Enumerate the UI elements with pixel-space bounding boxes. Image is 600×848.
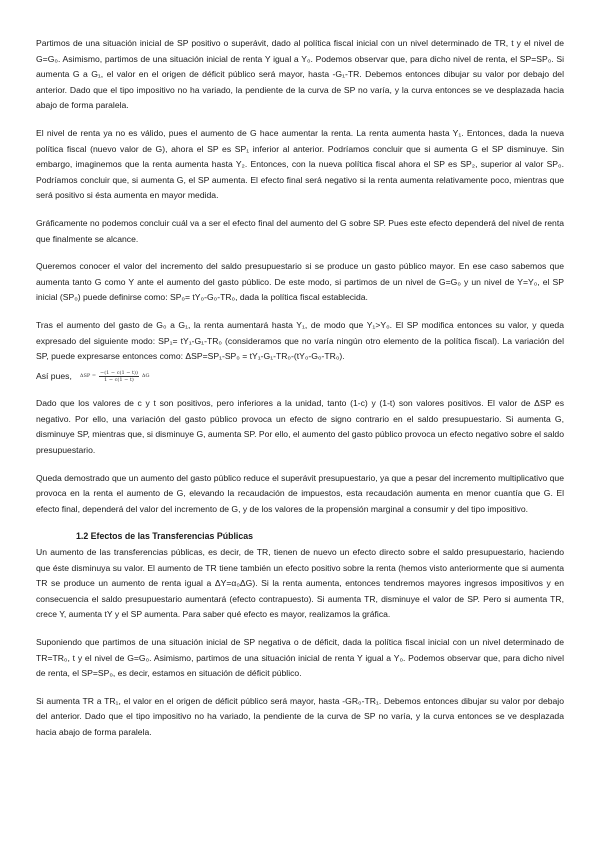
- formula-denominator: 1 − c(1 − t): [104, 376, 134, 383]
- formula-line: [36, 369, 564, 385]
- paragraph-4: Queremos conocer el valor del incremento del saldo presupuestario si se produce un gasto público mayor. En ese caso sabemos que aumenta tanto G como Y ante el aumento del gasto público. De este modo, si partimos de un nivel de G=G₀ y un nivel de Y=Y₀, el SP inicial (SP₀) puede definirse como: SP₀= tY₀-G₀-TR₀, dada la política fiscal establecida.: [36, 261, 564, 303]
- paragraph-1: Partimos de una situación inicial de SP positivo o superávit, dado al política fiscal inicial con un nivel determinado de TR, t y el nivel de G=G₀. Asimismo, partimos de una situación inicial de renta Y igual a Y₀. Podemos observar que, para dicho nivel de renta, el SP=SP₀. Si aumenta G a G₁, el valor en el origen de déficit público será mayor, hasta -G₁-TR. Debemos entonces dibujar su valor por debajo del anterior. Dado que el tipo impositivo no ha variado, la pendiente de la curva de SP no varía, y la curva entonces se ve desplazada hacia abajo de forma paralela.: [36, 38, 564, 111]
- paragraph-7: Queda demostrado que un aumento del gasto público reduce el superávit presupuestario, ya que a pesar del incremento multiplicativo que provoca en la renta el aumento de G, elevando la recaudación de impuestos, esta recaudación aumenta en menor cuantía que G. El efecto final, dependerá del valor del incremento de G, y de los valores de la propensión marginal a consumir y del tipo impositivo.: [36, 472, 564, 514]
- section-heading: 1.2 Efectos de las Transferencias Públicas: [76, 531, 254, 542]
- paragraph-3: Gráficamente no podemos concluir cuál va a ser el efecto final del aumento del G sobre SP. Pues este efecto dependerá del nivel de renta que finalmente se alcance.: [36, 217, 564, 244]
- paragraph-9: Suponiendo que partimos de una situación inicial de SP negativa o de déficit, dada la política fiscal inicial con un nivel determinado de TR=TR₀, t y el nivel de G=G₀. Asimismo, partimos de una situación inicial de renta Y igual a Y₀. Podemos observar que, para dicho nivel de renta, el SP=SP₀, es decir, estamos en situación de déficit público.: [36, 637, 564, 679]
- document-body: [36, 36, 564, 753]
- paragraph-5: Tras el aumento del gasto de G₀ a G₁, la renta aumentará hasta Y₁, de modo que Y₁>Y₀. El SP modifica entonces su valor, y queda expresado del siguiente modo: SP₁= tY₁-G₁-TR₀ (consideramos que no varía ningún otro elemento de la política fiscal). La variación del SP, puede expresarse entonces como: ΔSP=SP₁-SP₀ = tY₁-G₁-TR₀-(tY₀-G₀-TR₀).: [36, 319, 564, 362]
- delta-sp-formula: [80, 369, 150, 385]
- paragraph-6: Dado que los valores de c y t son positivos, pero inferiores a la unidad, tanto (1-c) y (1-t) son valores positivos. El valor de ΔSP es negativo. Por ello, una variación del gasto público provoca un efecto de signo contrario en el saldo presupuestario. Si aumenta G, disminuye SP, mientras que, si disminuye G, aumenta SP. Por ello, el aumento del gasto público provoca un efecto negativo sobre el saldo presupuestario.: [36, 398, 564, 456]
- formula-lhs: ΔSP =: [79, 372, 97, 379]
- paragraph-2: El nivel de renta ya no es válido, pues el aumento de G hace aumentar la renta. La renta aumenta hasta Y₁. Entonces, dada la nueva política fiscal (nuevo valor de G), ahora el SP es SP₁ inferior al anterior. Podríamos concluir que si aumenta G el SP disminuye. Sin embargo, imaginemos que la renta aumenta hasta Y₂. Entonces, con la nueva política fiscal ahora el SP es SP₂, superior al valor SP₀. Podríamos concluir que, si aumenta G, el SP aumenta. El efecto final será negativo si la renta aumenta relativamente poco, mientras que será positivo si ésta aumenta en mayor medida.: [36, 127, 564, 201]
- paragraph-10: Si aumenta TR a TR₁, el valor en el origen de déficit público será mayor, hasta -GR₀-TR₁. Debemos entonces dibujar su valor por debajo del anterior. Dado que el tipo impositivo no ha variado, la pendiente de la curva de SP no varía, y la curva entonces se ve desplazada hacia abajo de forma paralela.: [36, 695, 564, 737]
- paragraph-8: Un aumento de las transferencias públicas, es decir, de TR, tienen de nuevo un efecto directo sobre el saldo presupuestario, haciendo que éste disminuya su valor. El aumento de TR tiene también un efecto positivo sobre la renta (hemos visto anteriormente que si aumenta TR se produce un aumento de renta igual a ΔY=α₀ΔG). Si la renta aumenta, entonces tendremos mayores ingresos impositivos y en consecuencia el saldo presupuestario aumentará (efecto contrapuesto). Si aumenta TR, disminuye el valor de SP. Pero si aumenta TR, crece Y, aumenta tY y el SP aumenta. Para saber qué efecto es mayor, realizamos la gráfica.: [36, 547, 564, 620]
- formula-prefix: Así pues,: [36, 370, 72, 381]
- formula-numerator: −(1 − c(1 − t)): [100, 369, 138, 376]
- formula-rhs: ΔG: [141, 372, 150, 379]
- formula-fraction: [99, 370, 139, 383]
